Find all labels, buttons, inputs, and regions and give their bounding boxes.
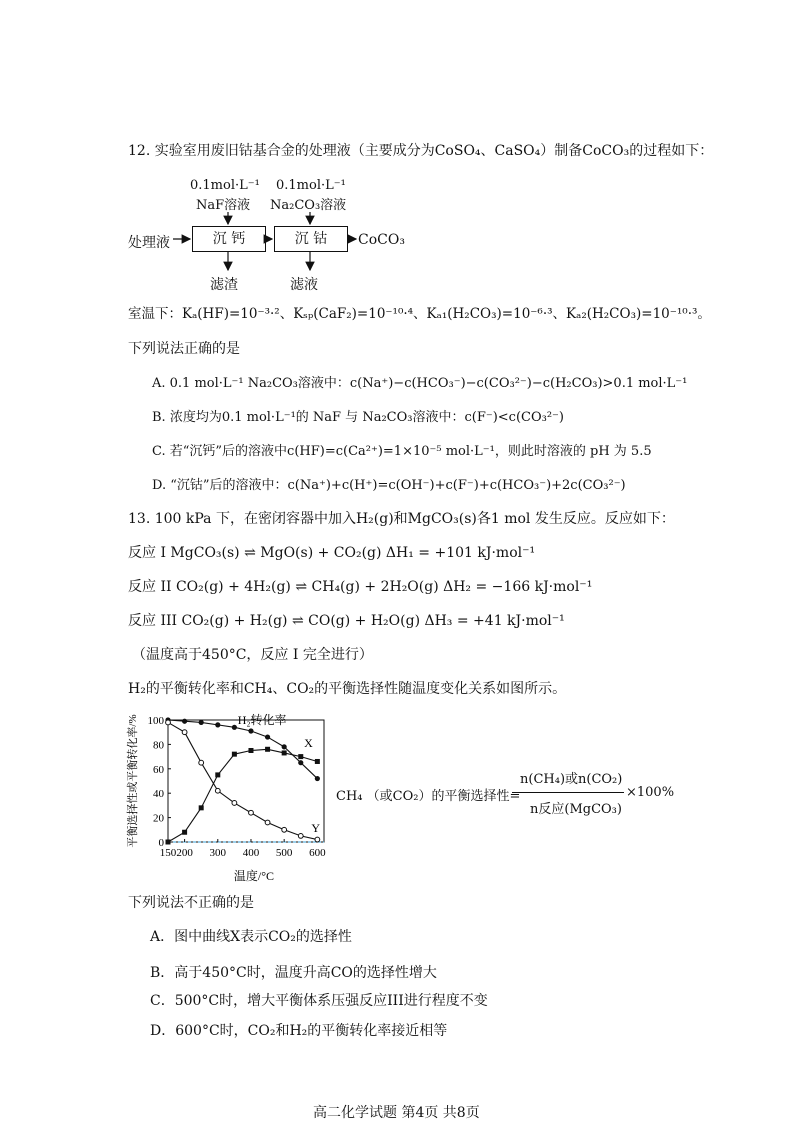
q13-reaction-1: 反应 I MgCO₃(s) ⇌ MgO(s) + CO₂(g) ΔH₁ = +101 kJ·mol⁻¹ (128, 545, 536, 561)
series-point-0 (265, 734, 270, 739)
series-point-2 (199, 760, 204, 765)
q13-option-a: A．图中曲线X表示CO₂的选择性 (150, 929, 352, 945)
flow-arrows (0, 0, 800, 300)
series-point-2 (315, 837, 320, 842)
series-point-0 (298, 760, 303, 765)
q12-stem: 12. 实验室用废旧钴基合金的处理液（主要成分为CoSO₄、CaSO₄）制备CoCO₃的过程如下： (128, 143, 714, 159)
series-point-1 (199, 805, 204, 810)
q13-reaction-3: 反应 III CO₂(g) + H₂(g) ⇌ CO(g) + H₂O(g) ΔH₃ = +41 kJ·mol⁻¹ (128, 613, 565, 629)
q13-stem: 13. 100 kPa 下，在密闭容器中加入H₂(g)和MgCO₃(s)各1 mol 发生反应。反应如下： (128, 511, 675, 527)
reagent1-name: NaF溶液 (196, 198, 251, 213)
series-point-1 (248, 748, 253, 753)
q12-option-a: A. 0.1 mol·L⁻¹ Na₂CO₃溶液中：c(Na⁺)−c(HCO₃⁻)−c(CO₃²⁻)−c(H₂CO₃)>0.1 mol·L⁻¹ (152, 376, 688, 391)
chart-svg (120, 700, 330, 890)
series-point-1 (282, 750, 287, 755)
q12-constants: 室温下：Kₐ(HF)=10⁻³·²、Kₛₚ(CaF₂)=10⁻¹⁰·⁴、Kₐ₁(H₂CO₃)=10⁻⁶·³、Kₐ₂(H₂CO₃)=10⁻¹⁰·³。 (128, 306, 711, 322)
series-point-1 (232, 752, 237, 757)
x-tick-label: 400 (242, 847, 260, 859)
reagent2-name: Na₂CO₃溶液 (270, 198, 347, 213)
y-tick-label: 80 (153, 739, 164, 752)
flow-input: 处理液 (128, 235, 170, 251)
series-point-0 (232, 725, 237, 730)
series-point-1 (166, 840, 171, 845)
series-point-2 (182, 730, 187, 735)
series-point-0 (199, 720, 204, 725)
q13-option-c: C．500°C时，增大平衡体系压强反应III进行程度不变 (150, 993, 488, 1009)
x-tick-label: 600 (309, 847, 326, 859)
series-point-1 (215, 772, 220, 777)
y-tick-label: 0 (158, 837, 164, 849)
y-tick-label: 20 (153, 812, 164, 825)
series-point-2 (249, 810, 254, 815)
series-point-2 (298, 834, 303, 839)
series-point-0 (315, 776, 320, 781)
series-point-0 (248, 728, 253, 733)
q12-option-c: C. 若“沉钙”后的溶液中c(HF)=c(Ca²⁺)=1×10⁻⁵ mol·L⁻¹，则此时溶液的 pH 为 5.5 (152, 444, 652, 459)
annotation-h2-conversion: H₂转化率 (237, 713, 287, 727)
flow-output: CoCO₃ (358, 232, 405, 248)
series-point-1 (182, 830, 187, 835)
series-point-2 (215, 788, 220, 793)
x-tick-label: 200 (176, 847, 193, 859)
series-point-1 (298, 754, 303, 759)
series-point-2 (265, 820, 270, 825)
formula-denominator: n反应(MgCO₃) (530, 802, 622, 817)
x-tick-label: 500 (275, 847, 293, 859)
series-point-0 (215, 722, 220, 727)
q13-question: 下列说法不正确的是 (128, 895, 254, 911)
series-point-2 (282, 827, 287, 832)
q13-reaction-2: 反应 II CO₂(g) + 4H₂(g) ⇌ CH₄(g) + 2H₂O(g) ΔH₂ = −166 kJ·mol⁻¹ (128, 579, 593, 595)
formula-numerator: n(CH₄)或n(CO₂) (520, 772, 623, 787)
y-tick-label: 60 (153, 763, 164, 776)
plot-frame (168, 720, 324, 842)
series-line-0 (168, 720, 317, 779)
reagent2-conc: 0.1mol·L⁻¹ (276, 178, 346, 193)
series-line-1 (168, 749, 317, 842)
flow-step-precipitate-calcium: 沉 钙 (192, 226, 266, 252)
q13-note: （温度高于450°C，反应 I 完全进行） (132, 647, 373, 663)
series-point-2 (166, 720, 171, 725)
q13-option-b: B．高于450°C时，温度升高CO的选择性增大 (150, 965, 437, 981)
x-tick-label: 300 (209, 847, 227, 859)
annotation-x: X (304, 735, 313, 750)
series-point-1 (265, 747, 270, 752)
q13-option-d: D．600°C时，CO₂和H₂的平衡转化率接近相等 (150, 1023, 448, 1039)
flow-waste-residue: 滤渣 (210, 277, 238, 293)
series-point-0 (282, 744, 287, 749)
x-axis-label: 温度/°C (233, 869, 275, 883)
q12-question: 下列说法正确的是 (128, 341, 240, 357)
formula-fraction-bar (512, 792, 624, 793)
flow-step-precipitate-cobalt: 沉 钴 (274, 226, 348, 252)
annotation-y: Y (311, 821, 321, 836)
x-tick-label: 150 (159, 847, 177, 859)
series-point-2 (232, 801, 237, 806)
formula-factor: ×100% (626, 785, 675, 800)
formula-label: CH₄ （或CO₂）的平衡选择性= (336, 789, 521, 804)
series-point-1 (315, 759, 320, 764)
flow-waste-filtrate: 滤液 (290, 277, 318, 293)
series-point-0 (182, 719, 187, 724)
page-footer: 高二化学试题 第4页 共8页 (313, 1105, 480, 1121)
reagent1-conc: 0.1mol·L⁻¹ (190, 178, 260, 193)
series-line-2 (168, 722, 317, 839)
y-tick-label: 40 (153, 788, 164, 801)
y-axis-label: 平衡选择性或平衡转化率/% (127, 714, 139, 848)
q12-option-d: D. “沉钴”后的溶液中：c(Na⁺)+c(H⁺)=c(OH⁻)+c(F⁻)+c(HCO₃⁻)+2c(CO₃²⁻) (152, 478, 626, 493)
q13-intro: H₂的平衡转化率和CH₄、CO₂的平衡选择性随温度变化关系如图所示。 (128, 681, 567, 697)
y-tick-label: 100 (147, 715, 164, 727)
q12-option-b: B. 浓度均为0.1 mol·L⁻¹的 NaF 与 Na₂CO₃溶液中：c(F⁻)<c(CO₃²⁻) (152, 410, 564, 425)
